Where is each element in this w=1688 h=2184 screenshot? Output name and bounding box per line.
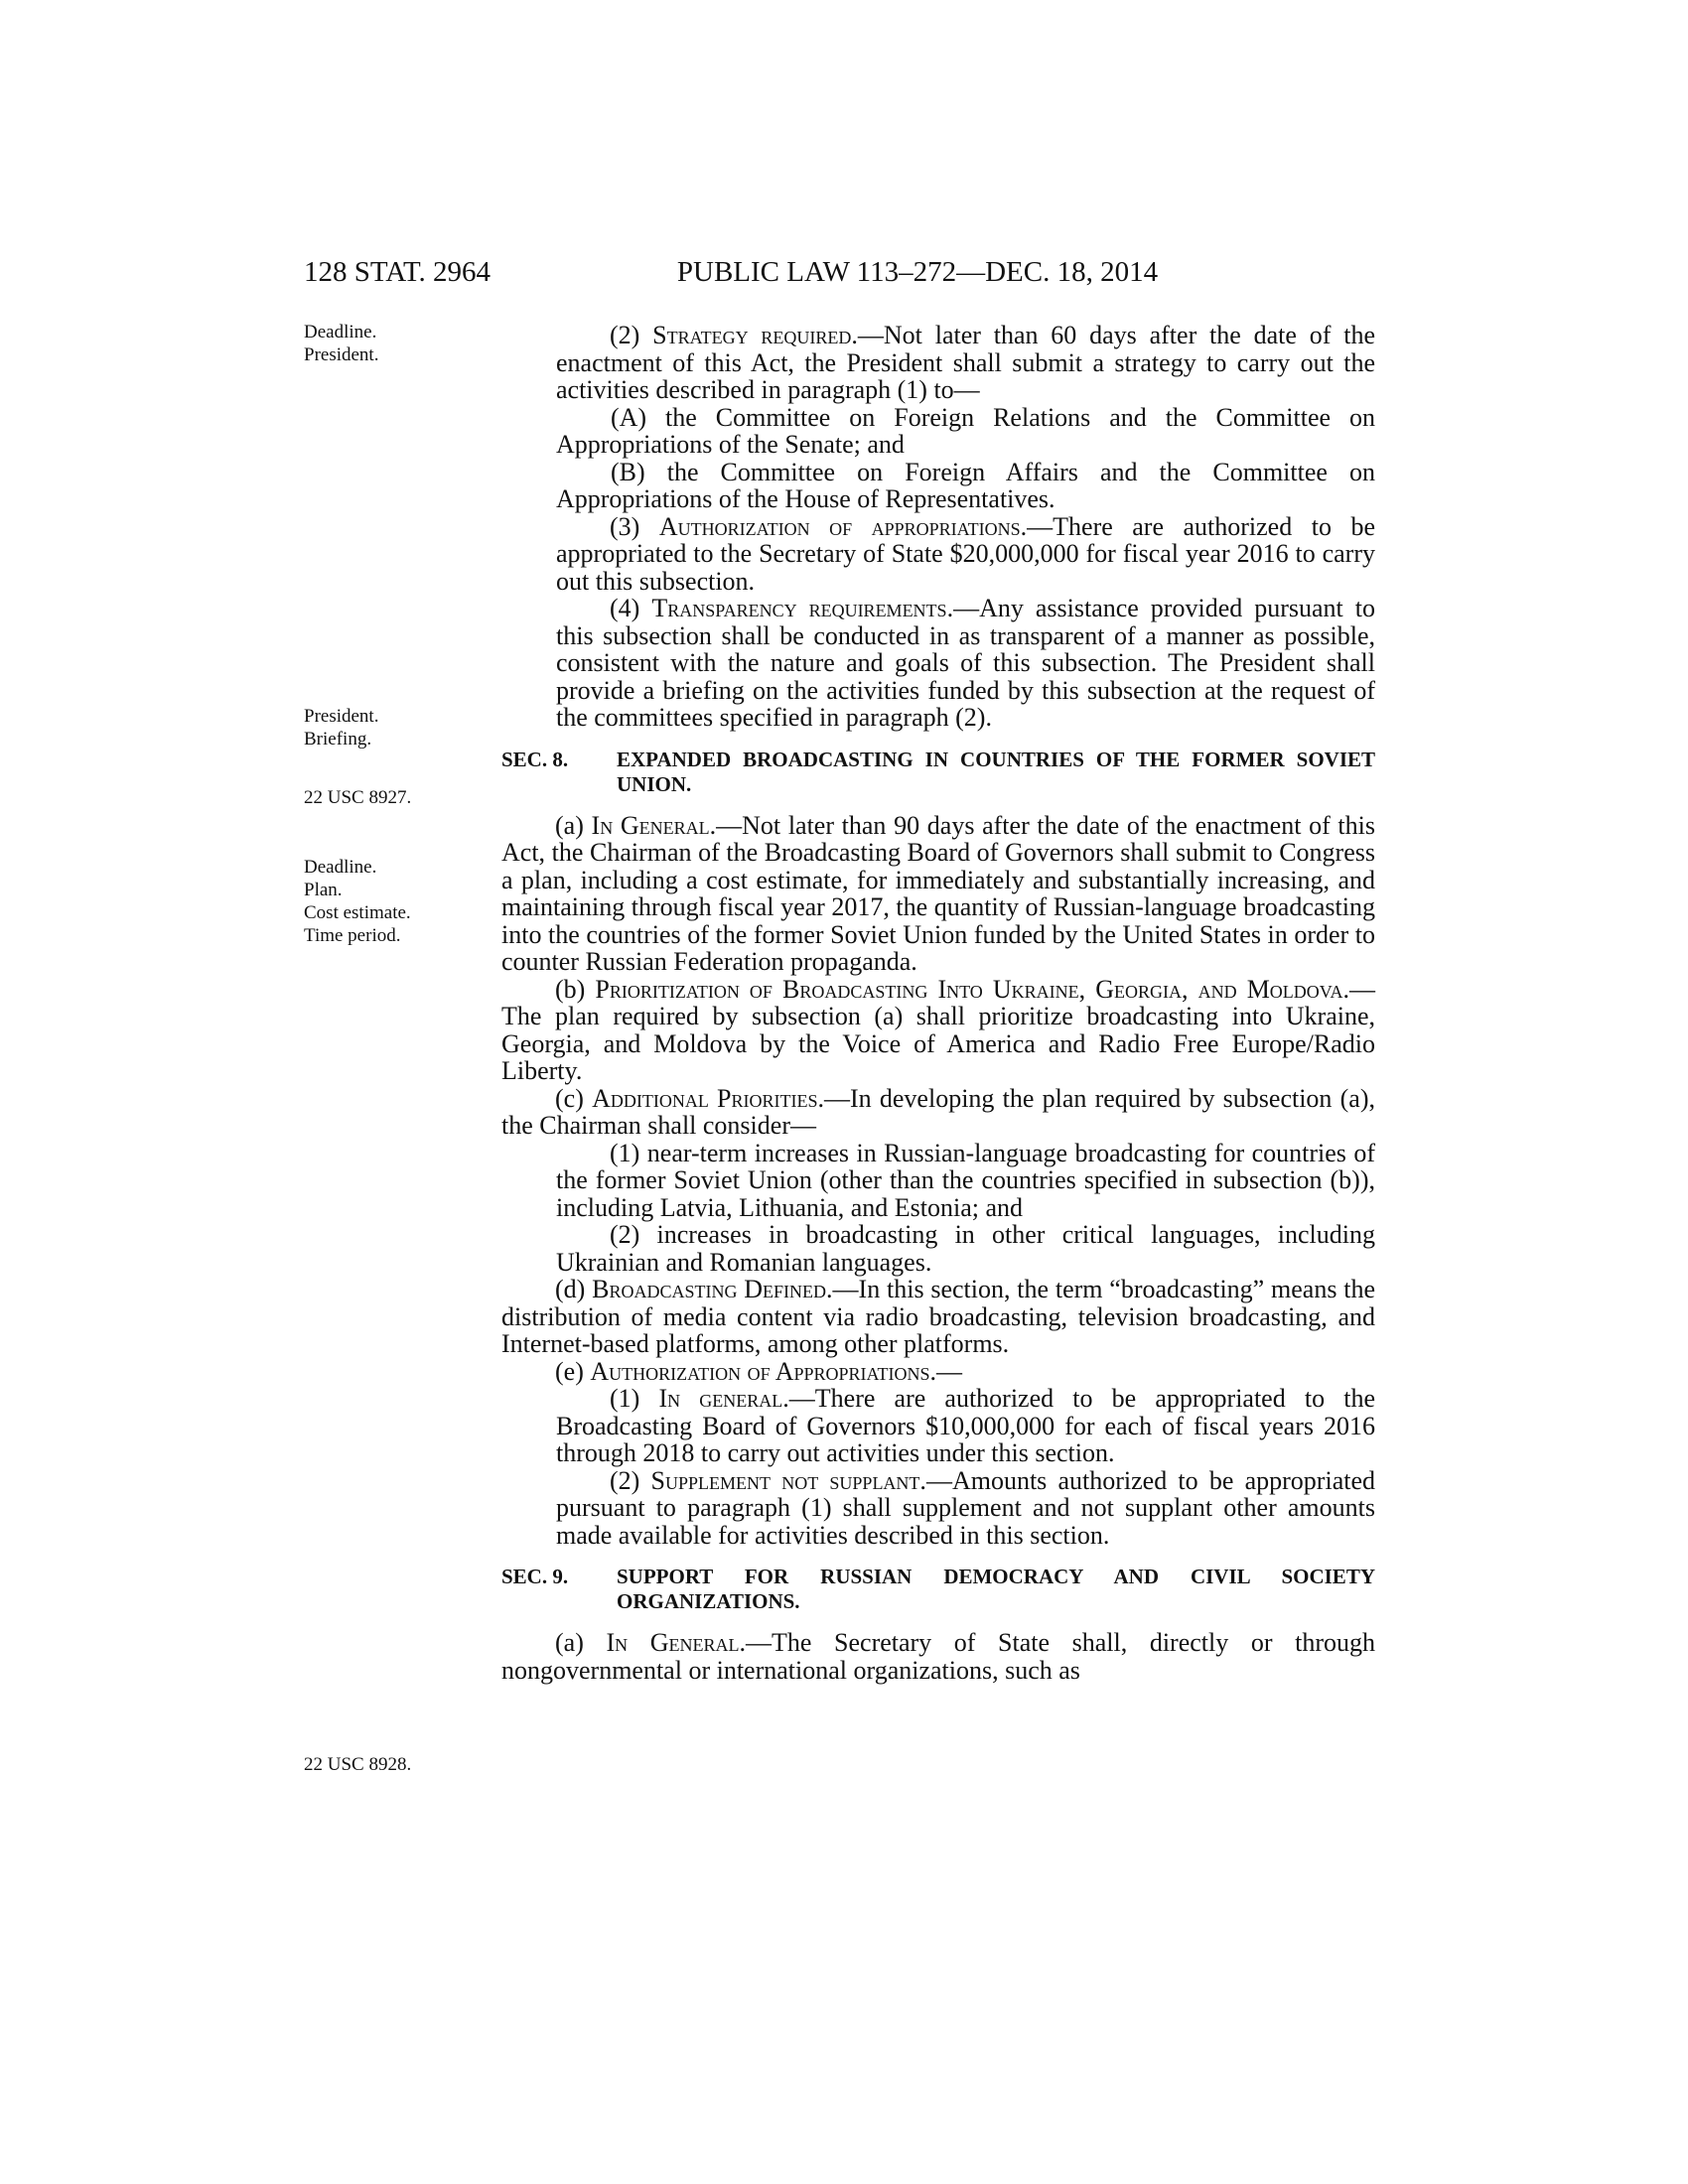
margin-note: President. Briefing. [304,706,379,750]
section-heading: SEC. 8. EXPANDED BROADCASTING IN COUNTRIES OF THE FORMER SOVIET UNION. [501,747,1375,796]
paragraph: (e) Authorization of Appropriations.— [555,1356,963,1386]
paragraph: (2) increases in broadcasting in other critical languages, including Ukrainian and Romanian languages. [556,1220,1375,1277]
paragraph: (1) near-term increases in Russian-language broadcasting for countries of the former Soviet Union (other than the countries specified in subsection (b)), including Latvia, Lithuania, and Estonia; and [556,1138,1375,1222]
paragraph: (4) Transparency requirements.—Any assistance provided pursuant to this subsection shall be conducted in as transparent of a manner as possible, consistent with the nature and goals of this subsection. The President shall provide a briefing on the activities funded by this subsection at the request of the committees specified in paragraph (2). [556,594,1375,732]
subparagraph: (A) the Committee on Foreign Relations and the Committee on Appropriations of the Senate; and [556,402,1375,459]
document-body [501,322,1375,1684]
page-reference: 128 STAT. 2964 [304,256,492,288]
paragraph: (2) Supplement not supplant.—Amounts authorized to be appropriated pursuant to paragraph (1) shall supplement and not supplant other amounts made available for activities described in this section. [556,1465,1375,1550]
paragraph: (a) In General.—Not later than 90 days after the date of the enactment of this Act, the Chairman of the Broadcasting Board of Governors shall submit to Congress a plan, including a cost estimate, for immediately and substantially increasing, and maintaining through fiscal year 2017, the quantity of Russian-language broadcasting into the countries of the former Soviet Union funded by the United States in order to counter Russian Federation propaganda. [501,810,1375,976]
paragraph: (2) Strategy required.—Not later than 60 days after the date of the enactment of this Act, the President shall submit a strategy to carry out the activities described in paragraph (1) to— [556,321,1375,404]
paragraph: (d) Broadcasting Defined.—In this section, the term “broadcasting” means the distribution of media content via radio broadcasting, television broadcasting, and Internet-based platforms, among other platforms. [501,1275,1376,1358]
paragraph: (c) Additional Priorities.—In developing the plan required by subsection (a), the Chairman shall consider— [501,1083,1375,1140]
section-heading: SEC. 9. SUPPORT FOR RUSSIAN DEMOCRACY AND CIVIL SOCIETY ORGANIZATIONS. [501,1565,1375,1613]
subparagraph: (B) the Committee on Foreign Affairs and the Committee on Appropriations of the House of Representatives. [556,457,1375,513]
margin-note: Deadline. President. [304,322,379,365]
paragraph: (a) In General.—The Secretary of State shall, directly or through nongovernmental or international organizations, such as [501,1628,1375,1685]
paragraph: (3) Authorization of appropriations.—There are authorized to be appropriated to the Secretary of State $20,000,000 for fiscal year 2016 to carry out this subsection. [556,511,1375,596]
margin-note: 22 USC 8928. [304,1754,412,1775]
margin-note: 22 USC 8927. [304,787,412,808]
paragraph: (1) In general.—There are authorized to be appropriated to the Broadcasting Board of Governors $10,000,000 for each of fiscal years 2016 through 2018 to carry out activities under this section. [556,1384,1375,1467]
running-header: PUBLIC LAW 113–272—DEC. 18, 2014 [676,256,1159,288]
margin-note: Deadline. Plan. Cost estimate. Time period. [304,857,411,946]
paragraph: (b) Prioritization of Broadcasting Into Ukraine, Georgia, and Moldova.—The plan required by subsection (a) shall prioritize broadcasting into Ukraine, Georgia, and Moldova by the Voice of America and Radio Free Europe/Radio Liberty. [501,974,1375,1085]
